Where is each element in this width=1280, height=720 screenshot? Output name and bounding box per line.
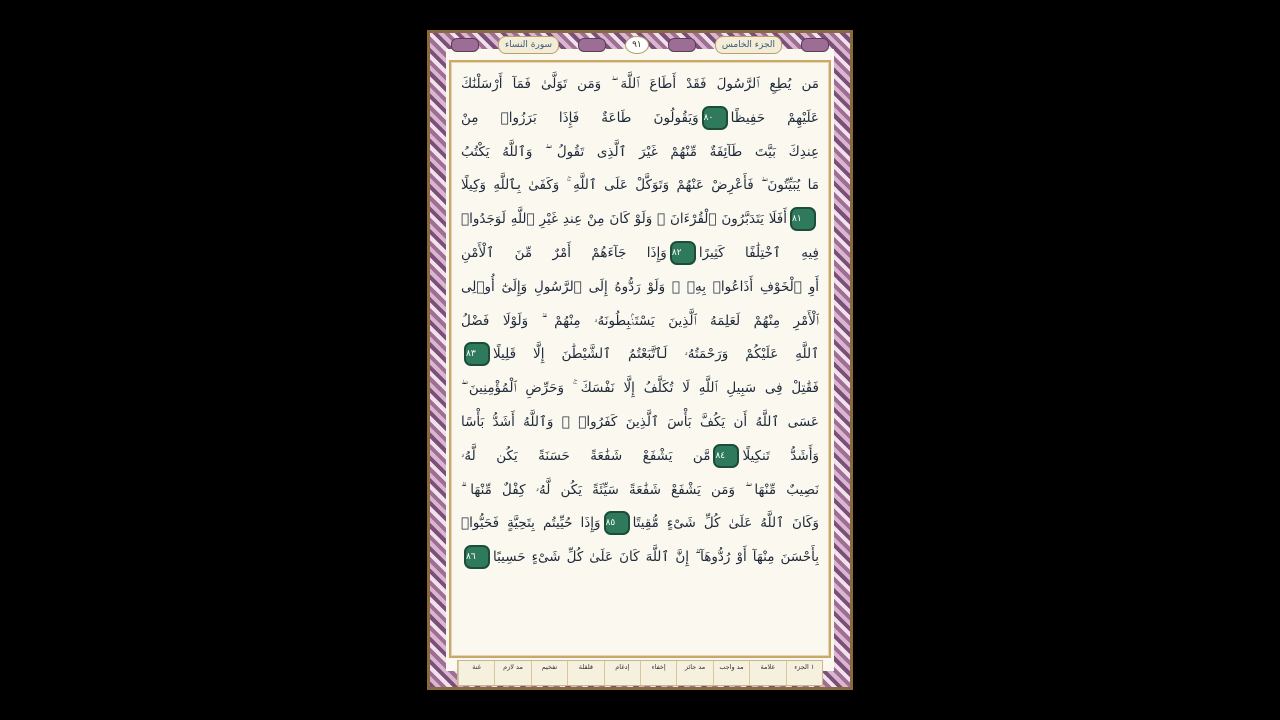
mushaf-page bbox=[427, 30, 853, 690]
ayah-number-marker: ٨٥ bbox=[604, 511, 630, 535]
legend-cell: علامة bbox=[749, 661, 785, 685]
verse-text: مَّن يَشْفَعْ شَفَٰعَةً حَسَنَةً يَكُن لَّهُۥ bbox=[461, 447, 711, 464]
page-number: ٩١ bbox=[625, 36, 649, 54]
text-line bbox=[461, 338, 819, 372]
verse-text: ٱللَّهِ عَلَيْكُمْ وَرَحْمَتُهُۥ لَٱتَّبَعْتُمُ ٱلشَّيْطَٰنَ إِلَّا قَلِيلًا bbox=[493, 346, 819, 363]
legend-cell: مد جائز bbox=[676, 661, 712, 685]
verse-text: فَقَٰتِلْ فِى سَبِيلِ ٱللَّهِ لَا تُكَلَّفُ إِلَّا نَفْسَكَ ۚ وَحَرِّضِ ٱلْمُؤْمِنِينَ ۖ bbox=[461, 380, 819, 397]
ayah-number-marker: ٨٠ bbox=[702, 106, 728, 130]
verse-text: ٱلْأَمْرِ مِنْهُمْ لَعَلِمَهُ ٱلَّذِينَ يَسْتَنۢبِطُونَهُۥ مِنْهُمْ ۗ وَلَوْلَا فَضْلُ bbox=[461, 312, 819, 329]
quran-text bbox=[461, 68, 819, 650]
verse-text: أَوِ ٱلْخَوْفِ أَذَاعُوا۟ بِهِۦ ۖ وَلَوْ رَدُّوهُ إِلَى ٱلرَّسُولِ وَإِلَىٰٓ أُو۟لِى bbox=[461, 278, 819, 295]
legend-cell: إخفاء bbox=[640, 661, 676, 685]
ornament-icon bbox=[578, 38, 606, 52]
legend-cell: غنة bbox=[458, 661, 494, 685]
verse-text: بِأَحْسَنَ مِنْهَآ أَوْ رُدُّوهَآ ۗ إِنَّ ٱللَّهَ كَانَ عَلَىٰ كُلِّ شَىْءٍ حَسِيبًا bbox=[493, 549, 819, 566]
text-line bbox=[461, 440, 819, 474]
ornament-icon bbox=[801, 38, 829, 52]
ayah-number-marker: ٨٢ bbox=[670, 241, 696, 265]
text-line bbox=[461, 541, 819, 575]
legend-cell: إدغام bbox=[604, 661, 640, 685]
text-line bbox=[461, 271, 819, 305]
ayah-number-marker: ٨٤ bbox=[713, 444, 739, 468]
verse-text: أَفَلَا يَتَدَبَّرُونَ ٱلْقُرْءَانَ ۚ وَلَوْ كَانَ مِنْ عِندِ غَيْرِ ٱللَّهِ لَوَجَدُوا۟ bbox=[461, 211, 787, 228]
juz-name: الجزء الخامس bbox=[715, 36, 782, 54]
text-line bbox=[461, 102, 819, 136]
verse-text: وَيَقُولُونَ طَاعَةٌ فَإِذَا بَرَزُوا۟ مِنْ bbox=[461, 109, 699, 126]
text-line bbox=[461, 203, 819, 237]
surah-name: سورة النساء bbox=[498, 36, 559, 54]
text-line bbox=[461, 136, 819, 170]
legend-cell: ١ الجزء bbox=[786, 661, 822, 685]
ayah-number-marker: ٨٣ bbox=[464, 342, 490, 366]
text-line bbox=[461, 305, 819, 339]
tajweed-legend bbox=[457, 660, 823, 686]
ornament-icon bbox=[668, 38, 696, 52]
verse-text: مَا يُبَيِّتُونَ ۖ فَأَعْرِضْ عَنْهُمْ وَتَوَكَّلْ عَلَى ٱللَّهِ ۚ وَكَفَىٰ بِٱللَّهِ وَكِيلًا bbox=[461, 177, 819, 194]
verse-text: مَن يُطِعِ ٱلرَّسُولَ فَقَدْ أَطَاعَ ٱللَّهَ ۖ وَمَن تَوَلَّىٰ فَمَآ أَرْسَلْنَٰكَ bbox=[461, 76, 819, 92]
ayah-number-marker: ٨١ bbox=[790, 207, 816, 231]
text-line bbox=[461, 237, 819, 271]
verse-text: فِيهِ ٱخْتِلَٰفًا كَثِيرًا bbox=[698, 244, 819, 261]
page-header bbox=[451, 34, 829, 56]
legend-cell: مد واجب bbox=[713, 661, 749, 685]
verse-text: وَأَشَدُّ تَنكِيلًا bbox=[742, 447, 819, 464]
verse-text: وَإِذَا جَآءَهُمْ أَمْرٌ مِّنَ ٱلْأَمْنِ bbox=[461, 244, 667, 261]
verse-text: عَلَيْهِمْ حَفِيظًا bbox=[730, 109, 819, 126]
legend-cell: مد لازم bbox=[494, 661, 530, 685]
ayah-number-marker: ٨٦ bbox=[464, 545, 490, 569]
verse-text: نَصِيبٌ مِّنْهَا ۖ وَمَن يَشْفَعْ شَفَٰعَةً سَيِّئَةً يَكُن لَّهُۥ كِفْلٌ مِّنْهَا ۗ bbox=[461, 481, 819, 498]
verse-text: وَإِذَا حُيِّيتُم بِتَحِيَّةٍ فَحَيُّوا۟ bbox=[461, 515, 601, 532]
verse-text: عِندِكَ بَيَّتَ طَآئِفَةٌ مِّنْهُمْ غَيْرَ ٱلَّذِى تَقُولُ ۖ وَٱللَّهُ يَكْتُبُ bbox=[461, 143, 819, 160]
text-line bbox=[461, 507, 819, 541]
text-line bbox=[461, 474, 819, 508]
legend-cell: تفخيم bbox=[531, 661, 567, 685]
text-line bbox=[461, 68, 819, 102]
text-line bbox=[461, 169, 819, 203]
legend-cell: قلقلة bbox=[567, 661, 603, 685]
verse-text: عَسَى ٱللَّهُ أَن يَكُفَّ بَأْسَ ٱلَّذِينَ كَفَرُوا۟ ۚ وَٱللَّهُ أَشَدُّ بَأْسًا bbox=[461, 413, 819, 430]
text-line bbox=[461, 372, 819, 406]
ornament-icon bbox=[451, 38, 479, 52]
verse-text: وَكَانَ ٱللَّهُ عَلَىٰ كُلِّ شَىْءٍ مُّقِيتًا bbox=[632, 515, 819, 532]
text-line bbox=[461, 406, 819, 440]
